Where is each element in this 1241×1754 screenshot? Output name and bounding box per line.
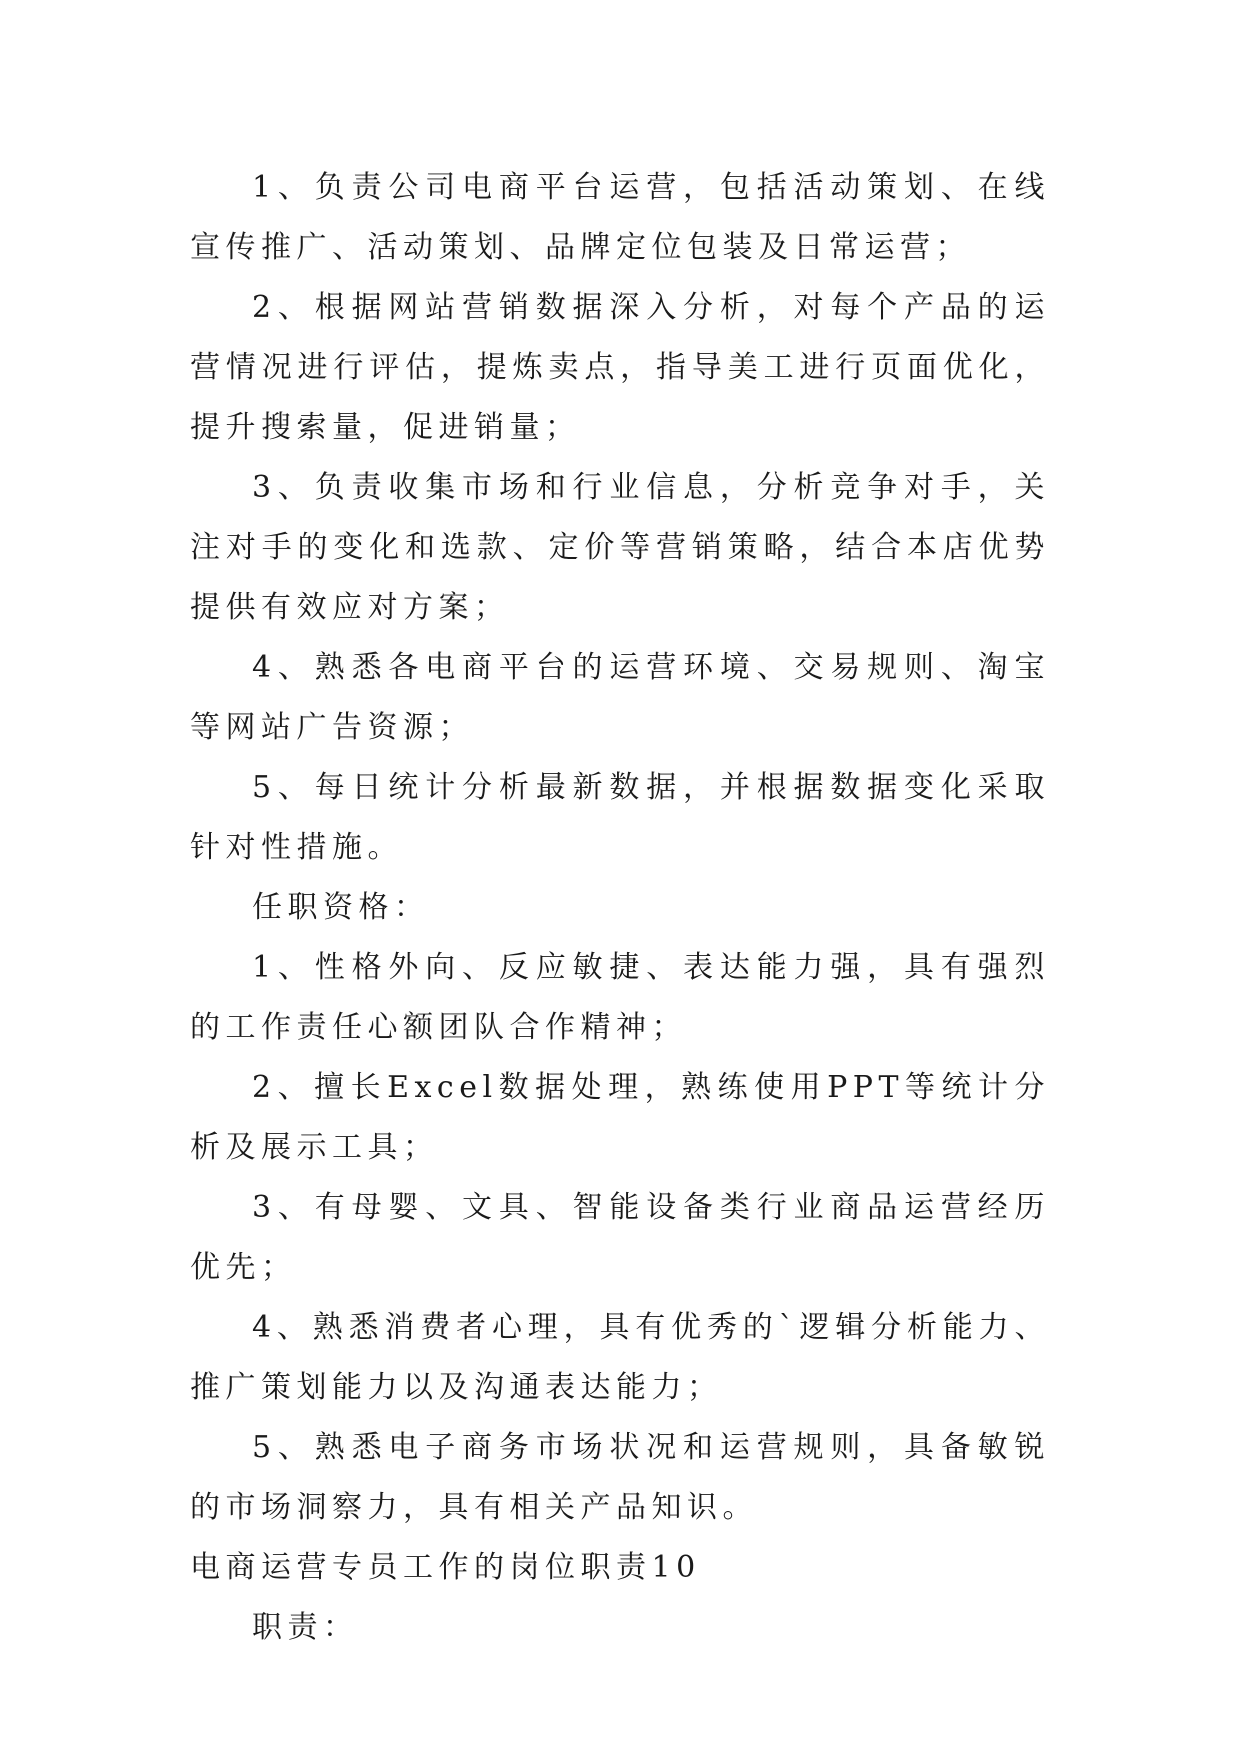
qualification-item-1: 1、性格外向、反应敏捷、表达能力强，具有强烈的工作责任心额团队合作精神； xyxy=(190,950,1050,1045)
duty-item-1: 1、负责公司电商平台运营，包括活动策划、在线宣传推广、活动策划、品牌定位包装及日常运营； xyxy=(190,170,1050,265)
qualification-item-2: 2、擅长Excel数据处理，熟练使用PPT等统计分析及展示工具； xyxy=(190,1070,1050,1165)
duties-heading: 职责： xyxy=(252,1610,359,1645)
section-title: 电商运营专员工作的岗位职责10 xyxy=(190,1550,701,1585)
duty-item-4: 4、熟悉各电商平台的运营环境、交易规则、淘宝等网站广告资源； xyxy=(190,650,1050,745)
duty-item-5: 5、每日统计分析最新数据，并根据数据变化采取针对性措施。 xyxy=(190,770,1050,865)
document-body xyxy=(190,158,1050,1658)
qualification-item-3: 3、有母婴、文具、智能设备类行业商品运营经历优先； xyxy=(190,1190,1050,1285)
qualification-item-5: 5、熟悉电子商务市场状况和运营规则，具备敏锐的市场洞察力，具有相关产品知识。 xyxy=(190,1430,1050,1525)
qualifications-heading: 任职资格： xyxy=(252,890,430,925)
duty-item-2: 2、根据网站营销数据深入分析，对每个产品的运营情况进行评估，提炼卖点，指导美工进行页面优化，提升搜索量，促进销量； xyxy=(190,290,1050,445)
qualification-item-4: 4、熟悉消费者心理，具有优秀的`逻辑分析能力、推广策划能力以及沟通表达能力； xyxy=(190,1310,1050,1405)
duty-item-3: 3、负责收集市场和行业信息，分析竞争对手，关注对手的变化和选款、定价等营销策略，结合本店优势提供有效应对方案； xyxy=(190,470,1050,625)
